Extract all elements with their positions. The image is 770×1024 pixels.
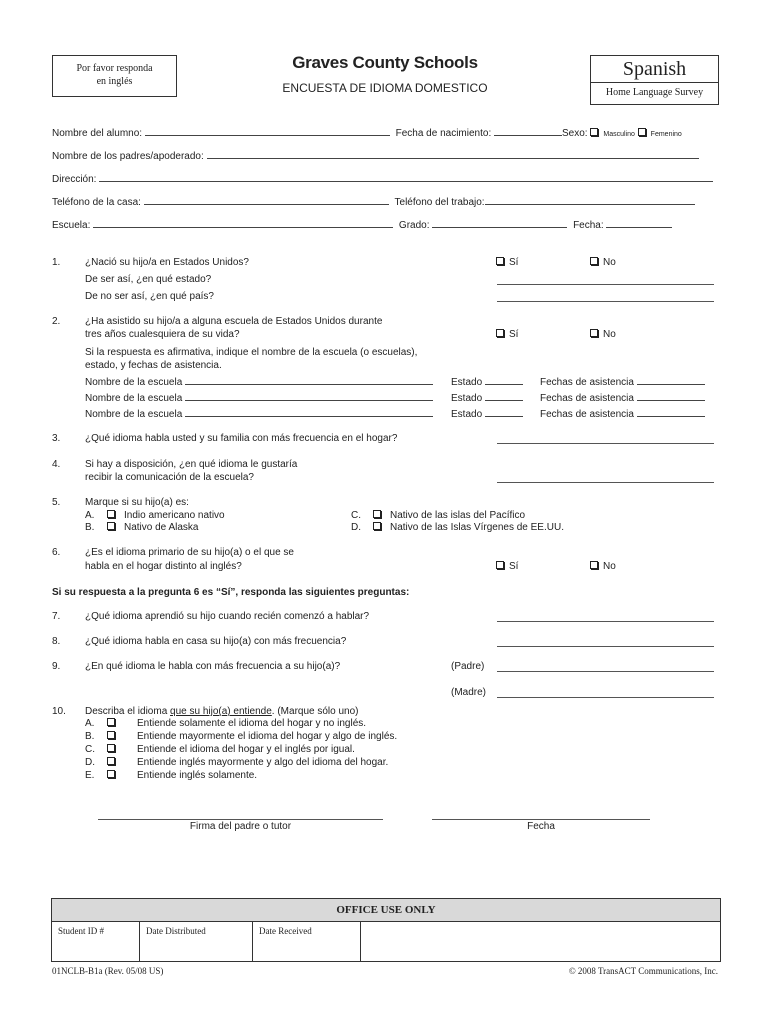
q10-option-c[interactable] bbox=[85, 744, 355, 755]
q9-mother-field[interactable] bbox=[497, 697, 714, 698]
q5-text: Marque si su hijo(a) es: bbox=[85, 497, 189, 508]
student-name-label: Nombre del alumno: bbox=[52, 128, 143, 139]
q7-text: ¿Qué idioma aprendió su hijo cuando recién comenzó a hablar? bbox=[85, 611, 370, 622]
language-note-line2: en inglés bbox=[96, 76, 133, 87]
state-field[interactable] bbox=[485, 392, 523, 401]
q10-d-label: Entiende inglés mayormente y algo del idioma del hogar. bbox=[137, 757, 389, 768]
q5-a-checkbox[interactable] bbox=[107, 510, 115, 518]
school-field[interactable] bbox=[93, 219, 393, 228]
sex-label: Sexo: bbox=[562, 128, 588, 139]
q2-state-2 bbox=[451, 392, 523, 404]
q10-option-e[interactable] bbox=[85, 770, 257, 781]
office-blank-cell[interactable] bbox=[361, 922, 720, 961]
info-row-3 bbox=[52, 173, 713, 185]
q1-no-label: No bbox=[603, 257, 616, 268]
q2-note2: estado, y fechas de asistencia. bbox=[85, 360, 222, 371]
home-phone-field[interactable] bbox=[144, 196, 389, 205]
language-note-box bbox=[52, 55, 177, 97]
student-id-label: Student ID # bbox=[58, 926, 104, 936]
q1-country-field[interactable] bbox=[497, 301, 714, 302]
date-distributed-label: Date Distributed bbox=[146, 926, 206, 936]
q2-state-3 bbox=[451, 408, 523, 420]
q5-a-letter: A. bbox=[85, 510, 95, 521]
q6-yes[interactable] bbox=[496, 561, 518, 572]
q10-e-checkbox[interactable] bbox=[107, 770, 115, 778]
q5-b-letter: B. bbox=[85, 522, 95, 533]
work-phone-label: Teléfono del trabajo: bbox=[394, 197, 485, 208]
school-name-field[interactable] bbox=[185, 376, 433, 385]
q10-d-checkbox[interactable] bbox=[107, 757, 115, 765]
q2-yes-label: Sí bbox=[509, 329, 519, 340]
female-checkbox[interactable] bbox=[638, 128, 646, 136]
q10-e-letter: E. bbox=[85, 770, 95, 781]
q8-answer-field[interactable] bbox=[497, 646, 714, 647]
q4-line1: Si hay a disposición, ¿en qué idioma le gustaría bbox=[85, 459, 298, 470]
q7-number: 7. bbox=[52, 611, 61, 622]
q9-father-field[interactable] bbox=[497, 671, 714, 672]
q10-option-d[interactable] bbox=[85, 757, 388, 768]
q10-a-letter: A. bbox=[85, 718, 95, 729]
signature-date-label: Fecha bbox=[527, 821, 555, 832]
q10-option-a[interactable] bbox=[85, 718, 366, 729]
form-subtitle: ENCUESTA DE IDIOMA DOMESTICO bbox=[282, 81, 488, 95]
date-received-cell[interactable] bbox=[253, 922, 361, 961]
q3-text: ¿Qué idioma habla usted y su familia con más frecuencia en el hogar? bbox=[85, 433, 398, 444]
q10-c-checkbox[interactable] bbox=[107, 744, 115, 752]
q2-school-row-2 bbox=[85, 392, 433, 404]
dates-label: Fechas de asistencia bbox=[540, 409, 634, 420]
language-note-line1: Por favor responda bbox=[76, 63, 153, 74]
dates-label: Fechas de asistencia bbox=[540, 377, 634, 388]
student-id-cell[interactable] bbox=[52, 922, 140, 961]
info-row-1 bbox=[52, 127, 682, 139]
followup-instruction: Si su respuesta a la pregunta 6 es “Sí”, responda las siguientes preguntas: bbox=[52, 587, 410, 598]
birth-date-label: Fecha de nacimiento: bbox=[395, 128, 492, 139]
date-received-label: Date Received bbox=[259, 926, 312, 936]
q5-c-label: Nativo de las islas del Pacífico bbox=[390, 510, 526, 521]
q2-yes-checkbox[interactable] bbox=[496, 329, 504, 337]
q5-option-d[interactable] bbox=[351, 522, 564, 533]
home-phone-label: Teléfono de la casa: bbox=[52, 197, 141, 208]
q1-sub1: De ser así, ¿en qué estado? bbox=[85, 274, 212, 285]
q8-text: ¿Qué idioma habla en casa su hijo(a) con más frecuencia? bbox=[85, 636, 347, 647]
office-use-title: OFFICE USE ONLY bbox=[52, 899, 720, 922]
q2-no[interactable] bbox=[590, 329, 616, 340]
grade-label: Grado: bbox=[398, 220, 430, 231]
office-use-table bbox=[51, 898, 721, 962]
q5-b-checkbox[interactable] bbox=[107, 522, 115, 530]
state-label: Estado bbox=[451, 393, 483, 404]
q1-number: 1. bbox=[52, 257, 61, 268]
q10-b-checkbox[interactable] bbox=[107, 731, 115, 739]
state-label: Estado bbox=[451, 377, 483, 388]
male-checkbox[interactable] bbox=[590, 128, 598, 136]
language-label: Spanish bbox=[591, 56, 718, 83]
q5-number: 5. bbox=[52, 497, 61, 508]
date-distributed-cell[interactable] bbox=[140, 922, 253, 961]
q4-line2: recibir la comunicación de la escuela? bbox=[85, 472, 254, 483]
q2-yes[interactable] bbox=[496, 329, 518, 340]
q2-number: 2. bbox=[52, 316, 61, 327]
q5-d-label: Nativo de las Islas Vírgenes de EE.UU. bbox=[390, 522, 564, 533]
school-label: Escuela: bbox=[52, 220, 91, 231]
work-phone-field[interactable] bbox=[485, 196, 695, 205]
q10-c-label: Entiende el idioma del hogar y el inglés por igual. bbox=[137, 744, 355, 755]
q10-c-letter: C. bbox=[85, 744, 95, 755]
q10-text-underlined: que su hijo(a) entiende bbox=[170, 706, 272, 717]
q6-no-checkbox[interactable] bbox=[590, 561, 598, 569]
dates-field[interactable] bbox=[637, 376, 705, 385]
form-code: 01NCLB-B1a (Rev. 05/08 US) bbox=[52, 966, 164, 976]
q10-text bbox=[85, 706, 359, 717]
q6-yes-checkbox[interactable] bbox=[496, 561, 504, 569]
q2-no-label: No bbox=[603, 329, 616, 340]
school-name-label: Nombre de la escuela bbox=[85, 393, 183, 404]
state-field[interactable] bbox=[485, 376, 523, 385]
q5-c-checkbox[interactable] bbox=[373, 510, 381, 518]
q5-a-label: Indio americano nativo bbox=[124, 510, 225, 521]
q1-sub2: De no ser así, ¿en qué país? bbox=[85, 291, 214, 302]
q10-e-label: Entiende inglés solamente. bbox=[137, 770, 258, 781]
state-label: Estado bbox=[451, 409, 483, 420]
q2-dates-2 bbox=[540, 392, 705, 404]
q2-school-row-1 bbox=[85, 376, 433, 388]
q10-option-b[interactable] bbox=[85, 731, 397, 742]
q1-text: ¿Nació su hijo/a en Estados Unidos? bbox=[85, 257, 249, 268]
q2-dates-3 bbox=[540, 408, 705, 420]
q10-a-label: Entiende solamente el idioma del hogar y no inglés. bbox=[137, 718, 367, 729]
q7-answer-field[interactable] bbox=[497, 621, 714, 622]
parents-label: Nombre de los padres/apoderado: bbox=[52, 151, 204, 162]
female-label: Femenino bbox=[650, 131, 682, 138]
q2-state-1 bbox=[451, 376, 523, 388]
q1-no[interactable] bbox=[590, 257, 616, 268]
school-name-label: Nombre de la escuela bbox=[85, 409, 183, 420]
copyright: © 2008 TransACT Communications, Inc. bbox=[568, 966, 718, 976]
q9-text: ¿En qué idioma le habla con más frecuencia a su hijo(a)? bbox=[85, 661, 341, 672]
q1-state-field[interactable] bbox=[497, 284, 714, 285]
state-field[interactable] bbox=[485, 408, 523, 417]
q1-yes[interactable] bbox=[496, 257, 518, 268]
date-field[interactable] bbox=[606, 219, 672, 228]
parents-field[interactable] bbox=[207, 150, 699, 159]
q8-number: 8. bbox=[52, 636, 61, 647]
student-name-field[interactable] bbox=[145, 127, 390, 136]
q4-number: 4. bbox=[52, 459, 61, 470]
q2-school-row-3 bbox=[85, 408, 433, 420]
q6-line2: habla en el hogar distinto al inglés? bbox=[85, 561, 242, 572]
q2-line1: ¿Ha asistido su hijo/a a alguna escuela de Estados Unidos durante bbox=[85, 316, 383, 327]
q4-answer-field[interactable] bbox=[497, 482, 714, 483]
q9-mother-label: (Madre) bbox=[451, 687, 487, 698]
q6-no[interactable] bbox=[590, 561, 616, 572]
q9-father-label: (Padre) bbox=[451, 661, 485, 672]
q6-line1: ¿Es el idioma primario de su hijo(a) o el que se bbox=[85, 547, 294, 558]
q2-note1: Si la respuesta es afirmativa, indique el nombre de la escuela (o escuelas), bbox=[85, 347, 418, 358]
grade-field[interactable] bbox=[432, 219, 567, 228]
q5-d-letter: D. bbox=[351, 522, 361, 533]
q9-number: 9. bbox=[52, 661, 61, 672]
q1-yes-checkbox[interactable] bbox=[496, 257, 504, 265]
school-title: Graves County Schools bbox=[292, 53, 478, 72]
address-label: Dirección: bbox=[52, 174, 97, 185]
q3-answer-field[interactable] bbox=[497, 443, 714, 444]
q1-no-checkbox[interactable] bbox=[590, 257, 598, 265]
survey-name: Home Language Survey bbox=[605, 87, 704, 98]
q10-number: 10. bbox=[52, 706, 66, 717]
info-row-2 bbox=[52, 150, 699, 162]
dates-label: Fechas de asistencia bbox=[540, 393, 634, 404]
q2-no-checkbox[interactable] bbox=[590, 329, 598, 337]
dates-field[interactable] bbox=[637, 408, 705, 417]
signature-label: Firma del padre o tutor bbox=[189, 821, 292, 832]
school-name-field[interactable] bbox=[185, 392, 433, 401]
q10-b-letter: B. bbox=[85, 731, 95, 742]
q10-text-post: . (Marque sólo uno) bbox=[271, 706, 359, 717]
q5-c-letter: C. bbox=[351, 510, 361, 521]
address-field[interactable] bbox=[99, 173, 713, 182]
q3-number: 3. bbox=[52, 433, 61, 444]
q6-yes-label: Sí bbox=[509, 561, 519, 572]
q10-text-pre: Describa el idioma bbox=[85, 706, 171, 717]
school-name-label: Nombre de la escuela bbox=[85, 377, 183, 388]
q10-b-label: Entiende mayormente el idioma del hogar y algo de inglés. bbox=[137, 731, 398, 742]
birth-date-field[interactable] bbox=[494, 127, 562, 136]
signature-field[interactable] bbox=[98, 819, 383, 820]
q5-option-c[interactable] bbox=[351, 510, 525, 521]
q10-a-checkbox[interactable] bbox=[107, 718, 115, 726]
school-name-field[interactable] bbox=[185, 408, 433, 417]
male-label: Masculino bbox=[603, 131, 635, 138]
q2-line2: tres años cualesquiera de su vida? bbox=[85, 329, 240, 340]
dates-field[interactable] bbox=[637, 392, 705, 401]
q1-yes-label: Sí bbox=[509, 257, 519, 268]
info-row-5 bbox=[52, 219, 672, 231]
q5-d-checkbox[interactable] bbox=[373, 522, 381, 530]
q5-option-a[interactable] bbox=[85, 510, 225, 521]
q5-option-b[interactable] bbox=[85, 522, 199, 533]
q5-b-label: Nativo de Alaska bbox=[124, 522, 199, 533]
q10-d-letter: D. bbox=[85, 757, 95, 768]
signature-date-field[interactable] bbox=[432, 819, 650, 820]
date-label: Fecha: bbox=[573, 220, 604, 231]
info-row-4 bbox=[52, 196, 695, 208]
language-box bbox=[590, 55, 719, 105]
q6-number: 6. bbox=[52, 547, 61, 558]
q6-no-label: No bbox=[603, 561, 616, 572]
q2-dates-1 bbox=[540, 376, 705, 388]
